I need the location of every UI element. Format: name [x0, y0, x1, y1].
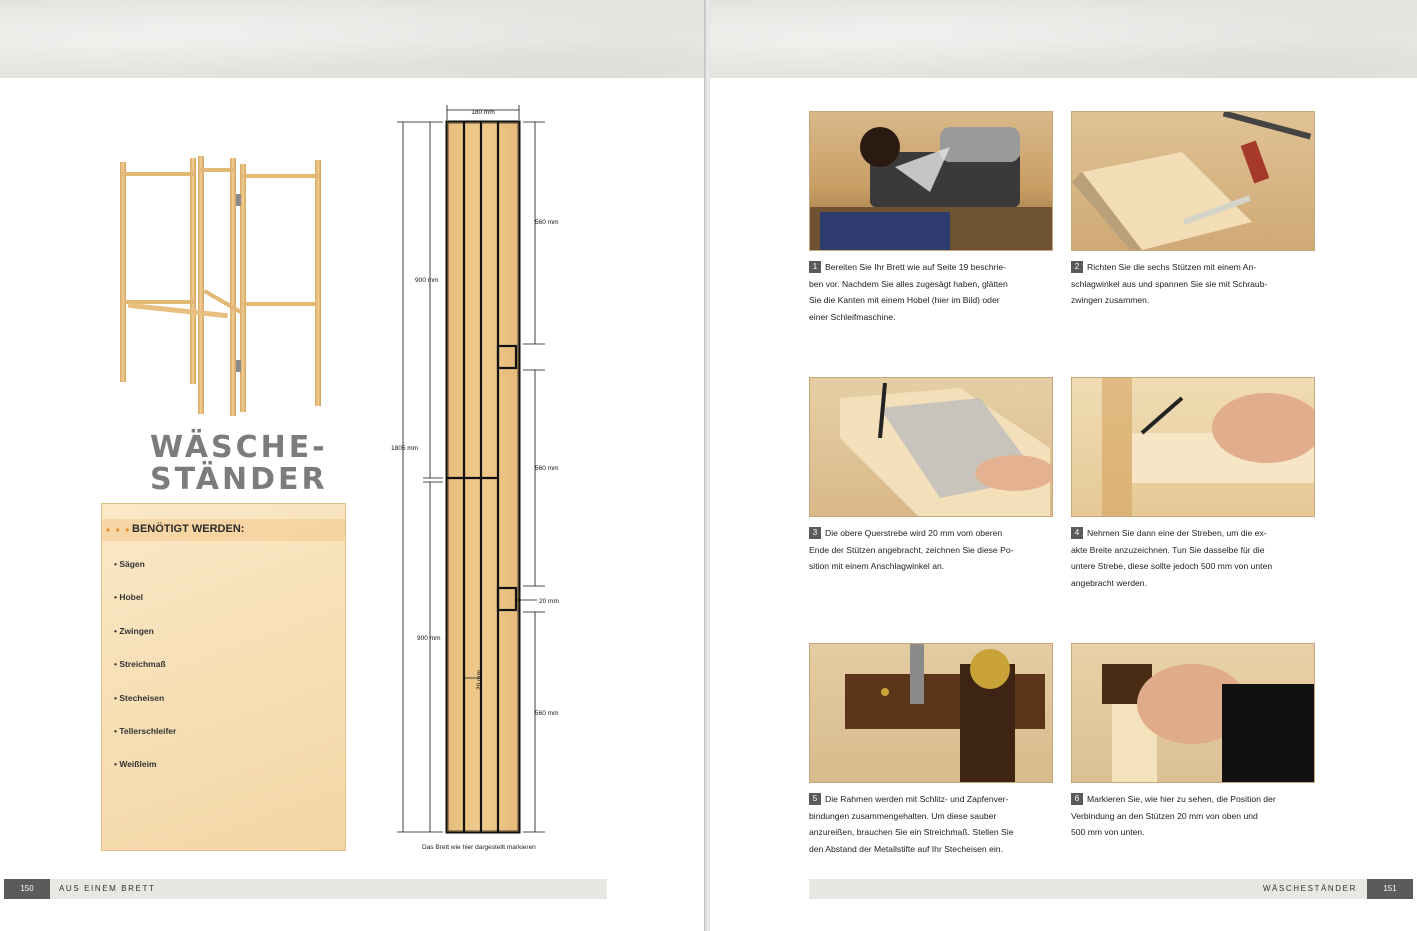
header-band — [710, 0, 1417, 78]
step-number: 1 — [809, 261, 821, 273]
text-line: den Abstand der Metallstifte auf Ihr Stecheisen ein. — [809, 843, 1003, 854]
right-mid-dimension: 560 mm — [535, 465, 559, 472]
step-3-photo — [809, 377, 1053, 517]
page-title — [150, 432, 328, 496]
text-line: schlagwinkel aus und spannen Sie sie mit Schraub- — [1071, 278, 1268, 289]
text-line: sition mit einem Anschlagwinkel an. — [809, 561, 945, 572]
step-5 — [809, 643, 1053, 857]
list-item: • Sägen — [114, 559, 145, 569]
text-line: Nehmen Sie dann eine der Streben, um die ex- — [1087, 528, 1267, 538]
text-line: Verbindung an den Stützen 20 mm von oben und — [1071, 810, 1258, 821]
step-4-text — [1071, 525, 1315, 591]
total-height-label: 1805 mm — [391, 445, 419, 452]
page-number: 151 — [1367, 879, 1413, 899]
board-cutting-diagram — [385, 100, 575, 860]
step-3-text — [809, 525, 1053, 575]
step-5-photo — [809, 643, 1053, 783]
right-top-dimension: 560 mm — [535, 219, 559, 226]
title-line-2: STÄNDER — [150, 462, 328, 497]
step-number: 3 — [809, 527, 821, 539]
step-4 — [1071, 377, 1315, 591]
step-4-photo — [1071, 377, 1315, 517]
right-bottom-dimension: 560 mm — [535, 710, 559, 717]
list-item: • Hobel — [114, 592, 143, 603]
step-5-text — [809, 791, 1053, 857]
text-line: Richten Sie die sechs Stützen mit einem An- — [1087, 262, 1257, 272]
right-footer — [809, 879, 1413, 899]
lower-length-label: 900 mm — [417, 635, 441, 642]
step-number: 5 — [809, 793, 821, 805]
text-line: Die Rahmen werden mit Schlitz- und Zapfenver- — [825, 794, 1009, 804]
text-line: Ende der Stützen angebracht, zeichnen Sie diese Po- — [809, 544, 1014, 555]
text-line: akte Breite anzuzeichnen. Tun Sie dasselbe für die — [1071, 544, 1265, 555]
title-line-1: WÄSCHE- — [150, 430, 328, 465]
step-number: 4 — [1071, 527, 1083, 539]
strut-offset-label: 20 mm — [539, 598, 559, 605]
step-6-text — [1071, 791, 1315, 841]
text-line: einer Schleifmaschine. — [809, 311, 896, 322]
upper-length-label: 900 mm — [415, 277, 439, 284]
header-band — [0, 0, 706, 78]
list-item: • Streichmaß — [114, 659, 166, 670]
step-1-text — [809, 259, 1053, 325]
text-line: anzureißen, brauchen Sie ein Streichmaß. Stellen Sie — [809, 827, 1014, 838]
text-line: Sie die Kanten mit einem Hobel (hier im Bild) oder — [809, 295, 1000, 306]
width-dimension-label: 180 mm — [471, 109, 495, 116]
step-6 — [1071, 643, 1315, 841]
text-line: Bereiten Sie Ihr Brett wie auf Seite 19 beschrie- — [825, 262, 1007, 272]
text-line: bindungen zusammengehalten. Um diese sauber — [809, 810, 997, 821]
step-6-photo — [1071, 643, 1315, 783]
text-line: 500 mm von unten. — [1071, 827, 1145, 838]
list-item: • Stecheisen — [114, 692, 165, 703]
list-item: • Zwingen — [114, 625, 154, 636]
page-number: 150 — [4, 879, 50, 899]
diagram-caption: Das Brett wie hier dargestellt markieren — [422, 844, 536, 851]
right-page — [710, 0, 1417, 931]
inner-width-label: 20 mm — [476, 670, 483, 690]
materials-list — [114, 559, 176, 793]
step-2-photo — [1071, 111, 1315, 251]
text-line: Markieren Sie, wie hier zu sehen, die Position der — [1087, 794, 1276, 804]
section-label: AUS EINEM BRETT — [59, 884, 156, 893]
step-1-photo — [809, 111, 1053, 251]
drying-rack-illustration — [110, 150, 340, 420]
step-number: 2 — [1071, 261, 1083, 273]
list-item: • Tellerschleifer — [114, 725, 177, 736]
text-line: ben vor. Nachdem Sie alles zugesägt haben, glätten — [809, 278, 1008, 289]
left-footer — [4, 879, 607, 899]
left-page — [0, 0, 706, 931]
text-line: angebracht werden. — [1071, 577, 1147, 588]
text-line: zwingen zusammen. — [1071, 295, 1150, 306]
section-label: WÄSCHESTÄNDER — [1262, 884, 1357, 893]
materials-heading: BENÖTIGT WERDEN: — [132, 523, 245, 535]
materials-box — [101, 503, 346, 851]
step-2-text — [1071, 259, 1315, 309]
bullet-dots: • • • — [106, 523, 131, 537]
step-3 — [809, 377, 1053, 575]
step-number: 6 — [1071, 793, 1083, 805]
step-1 — [809, 111, 1053, 325]
text-line: Die obere Querstrebe wird 20 mm vom oberen — [825, 528, 1003, 538]
text-line: untere Strebe, diese sollte jedoch 500 mm von unten — [1071, 561, 1273, 572]
step-2 — [1071, 111, 1315, 309]
list-item: • Weißleim — [114, 759, 157, 770]
